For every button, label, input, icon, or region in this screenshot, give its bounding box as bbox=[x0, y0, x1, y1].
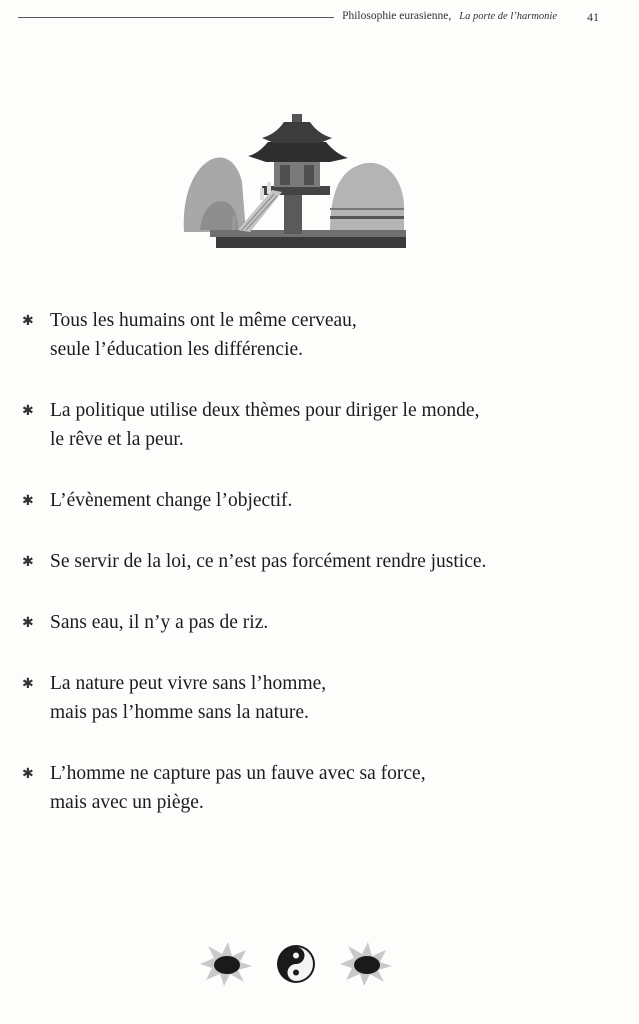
quote-line: Tous les humains ont le même cerveau, bbox=[50, 310, 357, 331]
quote-line: le rêve et la peur. bbox=[50, 429, 184, 450]
quote-line: Se servir de la loi, ce n’est pas forcément rendre justice. bbox=[50, 551, 487, 572]
list-item bbox=[22, 486, 602, 515]
asterisk-bullet-icon: ✱ bbox=[22, 314, 34, 329]
yin-yang-icon bbox=[277, 945, 315, 983]
quote-line: mais pas l’homme sans la nature. bbox=[50, 702, 309, 723]
quote-line: L’homme ne capture pas un fauve avec sa force, bbox=[50, 763, 426, 784]
quote-line: Sans eau, il n’y a pas de riz. bbox=[50, 612, 269, 633]
asterisk-bullet-icon: ✱ bbox=[22, 616, 34, 631]
quote-line: La nature peut vivre sans l’homme, bbox=[50, 673, 327, 694]
pagoda-illustration bbox=[180, 112, 406, 252]
asterisk-bullet-icon: ✱ bbox=[22, 494, 34, 509]
list-item bbox=[22, 669, 602, 727]
quote-list bbox=[22, 306, 602, 849]
quote-line: mais avec un piège. bbox=[50, 792, 204, 813]
splash-dot-icon bbox=[340, 942, 392, 986]
asterisk-bullet-icon: ✱ bbox=[22, 677, 34, 692]
splash-dot-icon bbox=[200, 942, 252, 986]
list-item bbox=[22, 547, 602, 576]
ornament bbox=[196, 938, 396, 990]
list-item bbox=[22, 759, 602, 817]
quote-line: L’évènement change l’objectif. bbox=[50, 490, 293, 511]
running-header bbox=[18, 10, 599, 22]
asterisk-bullet-icon: ✱ bbox=[22, 555, 34, 570]
quote-line: seule l’éducation les différencie. bbox=[50, 339, 304, 360]
asterisk-bullet-icon: ✱ bbox=[22, 767, 34, 782]
header-subtitle: La porte de l’harmonie bbox=[459, 11, 557, 22]
header-rule bbox=[18, 17, 334, 18]
header-title: Philosophie eurasienne, bbox=[342, 10, 452, 22]
list-item bbox=[22, 396, 602, 454]
asterisk-bullet-icon: ✱ bbox=[22, 404, 34, 419]
quote-line: La politique utilise deux thèmes pour diriger le monde, bbox=[50, 400, 480, 421]
page-number: 41 bbox=[587, 10, 599, 24]
list-item bbox=[22, 306, 602, 364]
list-item bbox=[22, 608, 602, 637]
